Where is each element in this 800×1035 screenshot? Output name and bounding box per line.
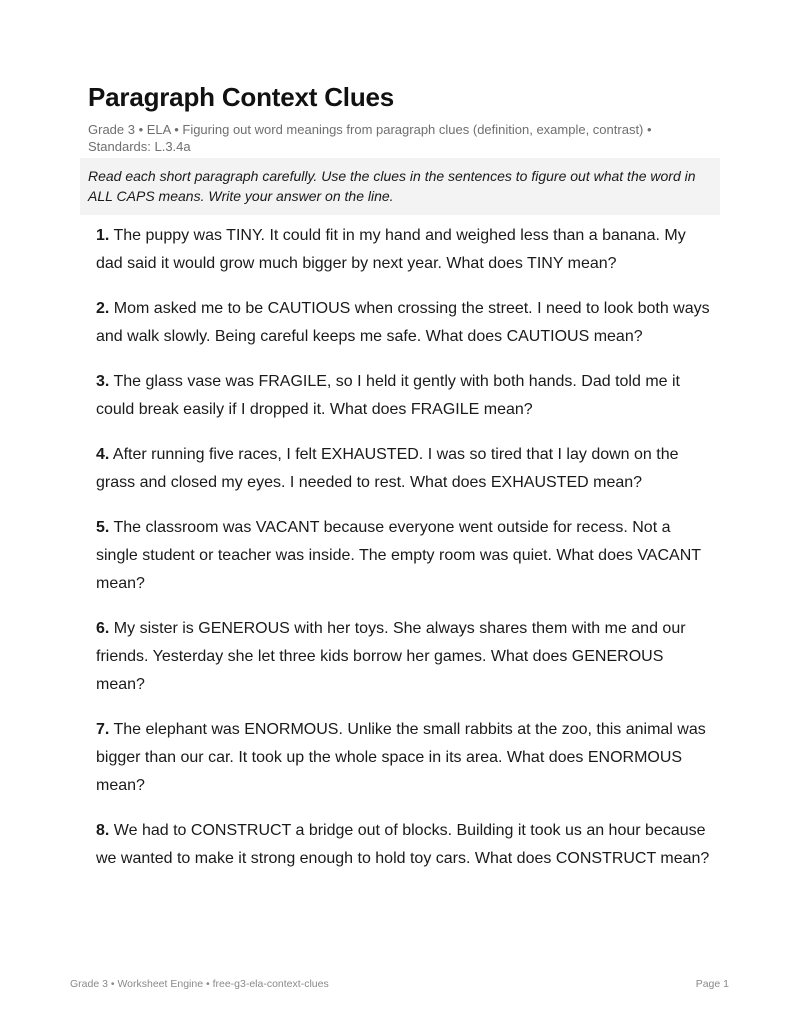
- question-text: The elephant was ENORMOUS. Unlike the small rabbits at the zoo, this animal was bigger than our car. It took up the whole space in its area. What does ENORMOUS mean?: [96, 721, 706, 794]
- question-text: Mom asked me to be CAUTIOUS when crossing the street. I need to look both ways and walk slowly. Being careful keeps me safe. What does CAUTIOUS mean?: [96, 300, 710, 345]
- question-item: [96, 368, 716, 424]
- question-item: [96, 716, 716, 800]
- question-item: [96, 222, 716, 278]
- question-item: [96, 615, 716, 699]
- question-number: 8.: [96, 822, 110, 839]
- question-text: The glass vase was FRAGILE, so I held it gently with both hands. Dad told me it could break easily if I dropped it. What does FRAGILE mean?: [96, 373, 680, 418]
- question-number: 7.: [96, 721, 110, 738]
- question-number: 5.: [96, 519, 110, 536]
- question-list: [96, 222, 716, 890]
- question-text: My sister is GENEROUS with her toys. She always shares them with me and our friends. Yesterday she let three kids borrow her games. What does GENEROUS mean?: [96, 620, 686, 693]
- question-number: 1.: [96, 227, 110, 244]
- instructions-box: Read each short paragraph carefully. Use the clues in the sentences to figure out what the word in ALL CAPS means. Write your answer on the line.: [80, 158, 720, 215]
- question-item: [96, 441, 716, 497]
- question-number: 3.: [96, 373, 110, 390]
- page-subtitle: Grade 3 • ELA • Figuring out word meanings from paragraph clues (definition, example, contrast) • Standards: L.3.4a: [88, 122, 652, 154]
- question-item: [96, 817, 716, 873]
- question-item: [96, 295, 716, 351]
- page-title: Paragraph Context Clues: [88, 82, 395, 112]
- question-text: After running five races, I felt EXHAUSTED. I was so tired that I lay down on the grass and closed my eyes. I needed to rest. What does EXHAUSTED mean?: [96, 446, 679, 491]
- question-text: The classroom was VACANT because everyone went outside for recess. Not a single student or teacher was inside. The empty room was quiet. What does VACANT mean?: [96, 519, 701, 592]
- footer-info: Grade 3 • Worksheet Engine • free-g3-ela-context-clues: [70, 978, 329, 990]
- question-item: [96, 514, 716, 598]
- question-text: We had to CONSTRUCT a bridge out of blocks. Building it took us an hour because we wanted to make it strong enough to hold toy cars. What does CONSTRUCT mean?: [96, 822, 710, 867]
- page-number: Page 1: [695, 978, 729, 990]
- question-text: The puppy was TINY. It could fit in my hand and weighed less than a banana. My dad said it would grow much bigger by next year. What does TINY mean?: [96, 227, 686, 272]
- question-number: 6.: [96, 620, 110, 637]
- question-number: 4.: [96, 446, 110, 463]
- question-number: 2.: [96, 300, 110, 317]
